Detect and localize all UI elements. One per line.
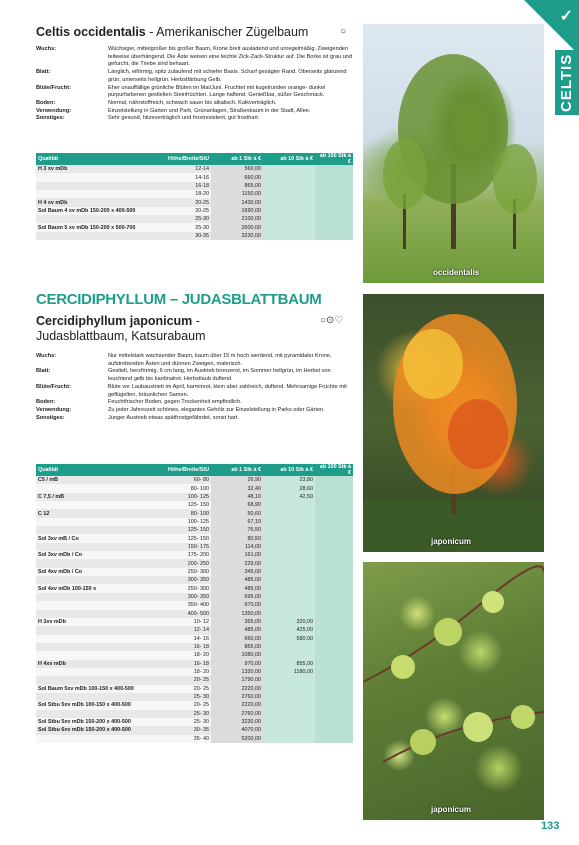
price-10-cell — [263, 601, 315, 609]
size-cell: 150- 175 — [166, 543, 211, 551]
photo-cercidiphyllum-leaves — [363, 562, 544, 820]
price-10-cell — [263, 726, 315, 734]
table-header-row: Qualität Höhe/Breite/StU ab 1 Stk à € ab 10 Stk à € ab 100 Stk à € — [38, 464, 351, 476]
size-cell: 10- 12 — [166, 618, 211, 626]
price-100-cell — [315, 584, 353, 592]
sun-icon: ○ — [340, 26, 347, 37]
price-10-cell — [263, 207, 315, 215]
quality-cell: C5 / mB — [36, 476, 166, 484]
quality-cell — [36, 735, 166, 743]
quality-cell: Sol 4xv mDb 100-150 x — [36, 584, 166, 592]
size-cell: 400- 500 — [166, 610, 211, 618]
quality-cell — [36, 182, 166, 190]
size-cell: 30- 35 — [166, 726, 211, 734]
table-row — [36, 593, 353, 601]
table-body — [36, 165, 353, 240]
size-cell: 18- 20 — [166, 651, 211, 659]
price-100-cell — [315, 551, 353, 559]
photo-caption: japonicum — [431, 537, 472, 546]
price-10-cell: 580,00 — [263, 635, 315, 643]
table-row — [36, 476, 353, 484]
table-row — [36, 543, 353, 551]
price-1-cell: 1690,00 — [211, 207, 263, 215]
table-row — [36, 173, 353, 181]
price-10-cell — [263, 701, 315, 709]
price-1-cell: 48,10 — [211, 493, 263, 501]
table-row — [36, 568, 353, 576]
price-1-cell: 76,50 — [211, 526, 263, 534]
price-1-cell: 161,00 — [211, 551, 263, 559]
size-cell: 20- 25 — [166, 676, 211, 684]
size-cell: 12- 14 — [166, 626, 211, 634]
price-1-cell: 26,90 — [211, 476, 263, 484]
price-10-cell — [263, 526, 315, 534]
price-100-cell — [315, 501, 353, 509]
table-row — [36, 668, 353, 676]
price-100-cell — [315, 509, 353, 517]
quality-cell: Sol Stbu 5xv mDb 150-200 x 400-500 — [36, 718, 166, 726]
page-number: 133 — [541, 820, 560, 832]
photo-caption: japonicum — [431, 805, 472, 814]
size-cell: 16-18 — [166, 182, 211, 190]
quality-cell — [36, 518, 166, 526]
price-10-cell — [263, 182, 315, 190]
price-10-cell — [263, 685, 315, 693]
quality-cell: Sol Stbu 5xv mDb 100-150 x 400-500 — [36, 701, 166, 709]
price-1-cell: 970,00 — [211, 601, 263, 609]
quality-cell — [36, 190, 166, 198]
quality-cell: Sol Baum 4 xv mDb 150-200 x 400-500 — [36, 207, 166, 215]
table-row — [36, 232, 353, 240]
size-cell: 16- 18 — [166, 643, 211, 651]
table-row — [36, 701, 353, 709]
price-10-cell — [263, 718, 315, 726]
price-100-cell — [315, 593, 353, 601]
quality-cell: H 4xv mDb — [36, 660, 166, 668]
price-1-cell: 68,90 — [211, 501, 263, 509]
price-1-cell: 1350,00 — [211, 610, 263, 618]
price-table-cercidiphyllum — [36, 464, 353, 743]
quality-cell — [36, 601, 166, 609]
price-100-cell — [315, 568, 353, 576]
price-10-cell — [263, 559, 315, 567]
price-100-cell — [315, 668, 353, 676]
price-10-cell — [263, 518, 315, 526]
price-1-cell: 50,60 — [211, 509, 263, 517]
quality-cell: Sol Stbu 6xv mDb 150-200 x 400-500 — [36, 726, 166, 734]
price-100-cell — [315, 182, 353, 190]
price-10-cell — [263, 215, 315, 223]
table-row — [36, 710, 353, 718]
price-100-cell — [315, 618, 353, 626]
quality-cell — [36, 215, 166, 223]
price-10-cell — [263, 710, 315, 718]
quality-cell — [36, 668, 166, 676]
price-1-cell: 485,00 — [211, 576, 263, 584]
size-cell: 60- 80 — [166, 476, 211, 484]
quality-cell — [36, 643, 166, 651]
price-10-cell — [263, 651, 315, 659]
price-1-cell: 1080,00 — [211, 651, 263, 659]
table-row — [36, 676, 353, 684]
quality-cell — [36, 526, 166, 534]
price-100-cell — [315, 726, 353, 734]
size-cell: 125- 150 — [166, 534, 211, 542]
size-cell: 30-35 — [166, 232, 211, 240]
price-100-cell — [315, 651, 353, 659]
quality-cell — [36, 543, 166, 551]
price-100-cell — [315, 676, 353, 684]
price-1-cell: 970,00 — [211, 660, 263, 668]
price-1-cell: 365,00 — [211, 618, 263, 626]
price-100-cell — [315, 610, 353, 618]
quality-cell: C 7,5 / mB — [36, 493, 166, 501]
price-1-cell: 485,00 — [211, 626, 263, 634]
quality-cell — [36, 693, 166, 701]
quality-cell: Sol Baum 5 xv mDb 150-200 x 500-700 — [36, 223, 166, 231]
description-cercidiphyllum: Wuchs: Nur mittelstark wachsender Baum, kaum über 15 m hoch werdend, mit pyramidaler Krone, aufstrebenden Ästen und dünnen Zweigen, malerisch. Blatt: Gestielt, herzförmig, 6 cm lang, im Austrieb bronzerot, im Sommer hellgrün, im Herbst von leuchtend gelb bis kardinalrot. Herbstlaub duftend. Blüte/Frucht: Blüte vor Laubaustrieb im April, karminrot, klein aber zahlreich, duftend. Mehrsamige Früchte mit geflügelten, bräunlichen Samen. Boden: Feuchtfrischer Boden, gegen Trockenheit empfindlich. Verwendung: Zu jeder Jahreszeit schönes, elegantes Gehölz zur Einzelstellung in Parks oder Gärten. Sonstiges: Junger Austrieb etwas spätfrostgefährdet, sonst hart. — [36, 353, 347, 421]
price-100-cell — [315, 190, 353, 198]
size-cell: 20-25 — [166, 198, 211, 206]
size-cell: 80- 100 — [166, 484, 211, 492]
size-cell: 125- 150 — [166, 526, 211, 534]
price-1-cell: 229,00 — [211, 559, 263, 567]
price-1-cell: 2760,00 — [211, 693, 263, 701]
price-10-cell — [263, 610, 315, 618]
price-1-cell: 32,40 — [211, 484, 263, 492]
size-cell: 35- 40 — [166, 735, 211, 743]
price-10-cell — [263, 165, 315, 173]
price-1-cell: 67,10 — [211, 518, 263, 526]
table-row — [36, 215, 353, 223]
size-cell: 14-16 — [166, 173, 211, 181]
price-100-cell — [315, 643, 353, 651]
price-1-cell: 3230,00 — [211, 718, 263, 726]
quality-cell: Sol 3xv mDb / Co — [36, 551, 166, 559]
price-1-cell: 695,00 — [211, 593, 263, 601]
size-cell: 25-30 — [166, 223, 211, 231]
price-10-cell — [263, 643, 315, 651]
table-row — [36, 626, 353, 634]
table-row — [36, 643, 353, 651]
price-10-cell — [263, 509, 315, 517]
price-10-cell — [263, 232, 315, 240]
price-1-cell: 80,50 — [211, 534, 263, 542]
quality-cell — [36, 232, 166, 240]
site-icons: ○⊙♡ — [320, 315, 344, 326]
price-1-cell: 660,00 — [211, 635, 263, 643]
price-1-cell: 2220,00 — [211, 685, 263, 693]
price-1-cell: 1430,00 — [211, 198, 263, 206]
price-10-cell: 28,60 — [263, 484, 315, 492]
price-1-cell: 345,00 — [211, 568, 263, 576]
quality-cell — [36, 559, 166, 567]
price-100-cell — [315, 710, 353, 718]
quality-cell — [36, 501, 166, 509]
table-row — [36, 735, 353, 743]
size-cell: 100- 125 — [166, 518, 211, 526]
table-header-row: Qualität Höhe/Breite/StU ab 1 Stk à € ab 10 Stk à € ab 100 Stk à € — [38, 153, 351, 165]
table-row — [36, 207, 353, 215]
quality-cell — [36, 593, 166, 601]
price-1-cell: 2220,00 — [211, 701, 263, 709]
size-cell: 125- 150 — [166, 501, 211, 509]
table-row — [36, 660, 353, 668]
table-row — [36, 165, 353, 173]
size-cell: 12-14 — [166, 165, 211, 173]
size-cell: 300- 350 — [166, 576, 211, 584]
table-row — [36, 534, 353, 542]
price-10-cell: 425,00 — [263, 626, 315, 634]
price-100-cell — [315, 476, 353, 484]
quality-cell — [36, 626, 166, 634]
price-100-cell — [315, 601, 353, 609]
size-cell: 20- 25 — [166, 685, 211, 693]
price-10-cell — [263, 593, 315, 601]
price-10-cell — [263, 693, 315, 701]
price-1-cell: 560,00 — [211, 165, 263, 173]
size-cell: 25- 30 — [166, 693, 211, 701]
table-row — [36, 718, 353, 726]
price-100-cell — [315, 215, 353, 223]
size-cell: 18-20 — [166, 190, 211, 198]
price-100-cell — [315, 518, 353, 526]
price-10-cell — [263, 543, 315, 551]
size-cell: 250- 300 — [166, 584, 211, 592]
price-1-cell: 5200,00 — [211, 735, 263, 743]
leaves-illustration — [363, 562, 544, 820]
price-10-cell: 1180,00 — [263, 668, 315, 676]
quality-cell — [36, 651, 166, 659]
price-10-cell: 42,50 — [263, 493, 315, 501]
price-100-cell — [315, 735, 353, 743]
price-100-cell — [315, 559, 353, 567]
price-100-cell — [315, 635, 353, 643]
table-row — [36, 198, 353, 206]
quality-cell: Sol Baum 5xv mDb 100-150 x 400-500 — [36, 685, 166, 693]
quality-cell: H 3xv mDb — [36, 618, 166, 626]
price-100-cell — [315, 534, 353, 542]
price-1-cell: 3230,00 — [211, 232, 263, 240]
quality-cell — [36, 635, 166, 643]
size-cell: 20-25 — [166, 207, 211, 215]
price-10-cell — [263, 551, 315, 559]
table-row — [36, 618, 353, 626]
quality-cell — [36, 676, 166, 684]
price-1-cell: 1150,00 — [211, 190, 263, 198]
table-row — [36, 493, 353, 501]
table-row — [36, 584, 353, 592]
price-100-cell — [315, 232, 353, 240]
price-1-cell: 485,00 — [211, 584, 263, 592]
price-10-cell — [263, 576, 315, 584]
price-1-cell: 865,00 — [211, 643, 263, 651]
price-100-cell — [315, 493, 353, 501]
price-1-cell: 114,00 — [211, 543, 263, 551]
size-cell: 350- 400 — [166, 601, 211, 609]
price-10-cell: 855,00 — [263, 660, 315, 668]
price-1-cell: 2100,00 — [211, 215, 263, 223]
price-100-cell — [315, 198, 353, 206]
price-1-cell: 660,00 — [211, 173, 263, 181]
table-row — [36, 223, 353, 231]
price-100-cell — [315, 693, 353, 701]
size-cell: 18- 20 — [166, 668, 211, 676]
price-100-cell — [315, 718, 353, 726]
table-row — [36, 685, 353, 693]
size-cell: 250- 300 — [166, 568, 211, 576]
size-cell: 25-30 — [166, 215, 211, 223]
price-10-cell — [263, 568, 315, 576]
table-row — [36, 693, 353, 701]
size-cell: 25- 30 — [166, 710, 211, 718]
size-cell: 25- 30 — [166, 718, 211, 726]
quality-cell — [36, 710, 166, 718]
price-10-cell — [263, 190, 315, 198]
price-10-cell — [263, 735, 315, 743]
table-row — [36, 526, 353, 534]
table-row — [36, 518, 353, 526]
price-100-cell — [315, 626, 353, 634]
table-row — [36, 190, 353, 198]
check-icon: ✓ — [559, 8, 573, 25]
price-10-cell: 23,80 — [263, 476, 315, 484]
table-row — [36, 610, 353, 618]
size-cell: 80- 100 — [166, 509, 211, 517]
quality-cell: Sol 4xv mDb / Co — [36, 568, 166, 576]
price-100-cell — [315, 173, 353, 181]
table-row — [36, 182, 353, 190]
side-tab-celtis: CELTIS — [555, 50, 579, 115]
size-cell: 300- 350 — [166, 593, 211, 601]
size-cell: 20- 25 — [166, 701, 211, 709]
quality-cell: H 3 xv mDb — [36, 165, 166, 173]
size-cell: 200- 250 — [166, 559, 211, 567]
price-1-cell: 4070,00 — [211, 726, 263, 734]
price-10-cell — [263, 501, 315, 509]
price-10-cell — [263, 198, 315, 206]
price-100-cell — [315, 701, 353, 709]
price-100-cell — [315, 207, 353, 215]
quality-cell — [36, 173, 166, 181]
quality-cell: H 4 xv mDb — [36, 198, 166, 206]
price-10-cell — [263, 534, 315, 542]
price-10-cell — [263, 676, 315, 684]
table-row — [36, 576, 353, 584]
price-table-celtis — [36, 153, 353, 240]
photo-cercidiphyllum-autumn — [363, 294, 544, 552]
quality-cell: C 12 — [36, 509, 166, 517]
table-row — [36, 484, 353, 492]
size-cell: 14- 16 — [166, 635, 211, 643]
species-title-cercidiphyllum: Cercidiphyllum japonicum - Judasblattbaum, Katsurabaum — [36, 314, 206, 343]
price-10-cell — [263, 223, 315, 231]
genus-title-cercidiphyllum: CERCIDIPHYLLUM – JUDASBLATTBAUM — [36, 291, 322, 308]
price-100-cell — [315, 660, 353, 668]
price-100-cell — [315, 223, 353, 231]
quality-cell — [36, 610, 166, 618]
price-1-cell: 2760,00 — [211, 710, 263, 718]
tree-illustration — [363, 294, 544, 552]
price-100-cell — [315, 165, 353, 173]
price-100-cell — [315, 576, 353, 584]
description-celtis: Wuchs: Wüchsiger, mittelgroßer bis großer Baum, Krone breit ausladend und unregelmäßig. Zweigenden teilweise überhängend. Die Äste weisen eine leichte Zick-Zack-Struktur auf. Die Borke ist grau und gefurcht, die Triebe sind behaart. Blatt: Länglich, eiförmig, spitz zulaufend mit schiefer Basis. Scharf gesägter Rand. Oberseits glänzend grün, unterseits hellgrün. Herbstfärbung Gelb. Blüte/Frucht: Eher unauffällige grünliche Blüten im Mai/Juni. Fruchtet mit kugelrunden orange- dunkel purpurfarbenen gestielten Steinfrüchten. Lange haftend. Genießbar, süßer Geschmack. Boden: Normal, nährstoffreich, schwach sauer bis alkalisch. Kalkverträglich. Verwendung: Einzelstellung in Garten und Park, Grünanlagen, Straßenbaum in der Stadt, Allee. Sonstiges: Sehr gesund, hitzeverträglich und frostresistent, gut frosthart. — [36, 46, 353, 122]
tree-illustration — [363, 24, 544, 283]
species-title-celtis: Celtis occidentalis - Amerikanischer Zügelbaum — [36, 25, 309, 39]
price-10-cell: 320,00 — [263, 618, 315, 626]
table-row — [36, 559, 353, 567]
size-cell: 100- 125 — [166, 493, 211, 501]
quality-cell: Sol 3xv mB / Co — [36, 534, 166, 542]
table-row — [36, 726, 353, 734]
price-100-cell — [315, 526, 353, 534]
price-1-cell: 2600,00 — [211, 223, 263, 231]
table-row — [36, 509, 353, 517]
size-cell: 16- 18 — [166, 660, 211, 668]
price-100-cell — [315, 685, 353, 693]
size-cell: 175- 200 — [166, 551, 211, 559]
table-row — [36, 635, 353, 643]
price-10-cell — [263, 584, 315, 592]
quality-cell — [36, 484, 166, 492]
price-1-cell: 1790,00 — [211, 676, 263, 684]
price-100-cell — [315, 484, 353, 492]
price-1-cell: 865,00 — [211, 182, 263, 190]
photo-celtis-occidentalis — [363, 24, 544, 283]
table-body — [36, 476, 353, 743]
photo-caption: occidentalis — [433, 268, 480, 277]
table-row — [36, 651, 353, 659]
price-100-cell — [315, 543, 353, 551]
quality-cell — [36, 576, 166, 584]
table-row — [36, 551, 353, 559]
table-row — [36, 601, 353, 609]
table-row — [36, 501, 353, 509]
price-1-cell: 1320,00 — [211, 668, 263, 676]
price-10-cell — [263, 173, 315, 181]
